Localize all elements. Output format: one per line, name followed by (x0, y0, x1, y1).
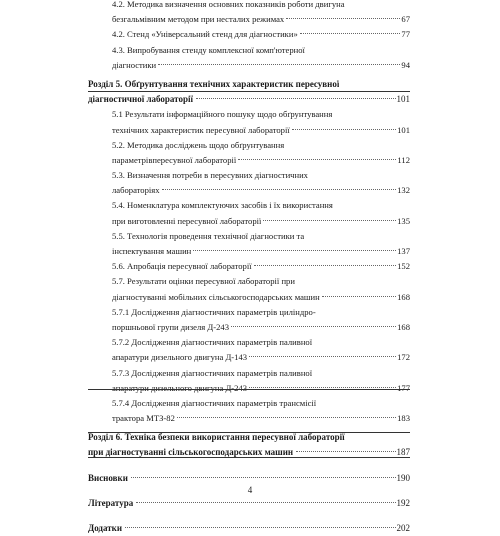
toc-line (88, 107, 410, 122)
toc-line (88, 335, 410, 350)
dot-leader (300, 33, 400, 34)
section-divider (88, 91, 410, 92)
toc-text: трактора МТЗ-82 (112, 413, 175, 424)
toc-page-number: 132 (162, 183, 410, 198)
dot-leader (249, 387, 396, 388)
toc-page-number: 190 (131, 471, 411, 486)
toc-line (88, 244, 410, 259)
toc-section-heading (88, 92, 410, 107)
toc-line (88, 290, 410, 305)
dot-leader (162, 189, 396, 190)
toc-text: діагностичної лабораторії (88, 94, 193, 105)
toc-text: діагностики (112, 59, 157, 70)
toc-text: 5.1 Результати інформаційного пошуку щодо обґрунтування (112, 109, 333, 120)
toc-page-number: 177 (249, 381, 410, 396)
spacer (88, 511, 410, 521)
toc-page-number: 94 (158, 58, 410, 73)
toc-page-number: 172 (249, 350, 410, 365)
toc-text: 5.4. Номенклатура комплектуючих засобів і їх використання (112, 200, 333, 211)
toc-page-number: 101 (292, 123, 410, 138)
toc-text: 4.3. Випробування стенду комплексної комп'ютерної (112, 44, 305, 55)
toc-line (88, 123, 410, 138)
toc-text: інспектування машин (112, 246, 192, 256)
toc-text: лабораторіях (112, 185, 160, 196)
toc-line (88, 43, 410, 58)
toc-text: діагностуванні мобільних сільськогосподарських машин (112, 291, 320, 302)
toc-line (88, 138, 410, 153)
dot-leader (238, 159, 396, 160)
toc-page-number: 168 (231, 320, 410, 335)
toc-text: 5.7.2 Дослідження діагностичних параметрів паливної (112, 337, 313, 348)
toc-section-heading (88, 521, 410, 536)
toc-line (88, 58, 410, 73)
toc-text: 5.6. Апробація пересувної лабораторії (112, 261, 252, 272)
toc-line (88, 0, 410, 12)
dot-leader (193, 250, 396, 251)
dot-leader (322, 296, 396, 297)
toc-text: 5.5. Технологія проведення технічної діагностики та (112, 230, 305, 241)
toc-line (88, 274, 410, 289)
toc-line (88, 183, 410, 198)
toc-line (88, 27, 410, 42)
toc-line (88, 12, 410, 27)
toc-line (88, 366, 410, 381)
toc-text: 5.7.4 Дослідження діагностичних параметрів трансмісії (112, 397, 317, 408)
toc-line (88, 305, 410, 320)
toc-page-number: 168 (322, 290, 410, 305)
toc-text: апаратури дизельного двигуна Д-143 (112, 352, 248, 363)
dot-leader (292, 129, 396, 130)
toc-line (88, 168, 410, 183)
toc-page-number: 137 (193, 244, 410, 259)
toc-line (88, 259, 410, 274)
toc-text: 4.2. Методика визначення основних показників роботи двигуна (112, 0, 345, 9)
toc-page-number: 183 (177, 411, 410, 426)
toc-text: 5.7.1 Дослідження діагностичних параметрів циліндро- (112, 306, 316, 317)
toc-text: Додатки (88, 523, 123, 533)
toc-line (88, 214, 410, 229)
dot-leader (296, 451, 396, 452)
toc-line (88, 396, 410, 411)
toc-text: Розділ 6. Техніка безпеки використання пересувної лабораторії (88, 432, 345, 443)
toc-line (88, 198, 410, 213)
table-of-contents (88, 0, 410, 536)
toc-text: Висновки (88, 472, 128, 483)
section-divider (88, 432, 410, 433)
toc-line (88, 350, 410, 365)
toc-text: Література (88, 497, 134, 508)
toc-text: 5.7.3 Дослідження діагностичних параметрів паливної (112, 367, 313, 378)
dot-leader (249, 356, 396, 357)
dot-leader (131, 477, 396, 478)
page-number: 4 (247, 485, 253, 495)
toc-text: параметрівпересувної лабораторії (112, 154, 237, 165)
toc-line (88, 320, 410, 335)
toc-section-heading (88, 445, 410, 460)
toc-section-heading (88, 471, 410, 486)
dot-leader (196, 98, 396, 99)
toc-text: поршньової групи дизеля Д-243 (112, 321, 229, 332)
toc-text: при діагностуванні сільськогосподарських машин (88, 447, 294, 458)
toc-line (88, 411, 410, 426)
toc-section-heading (88, 77, 410, 92)
dot-leader (158, 64, 400, 65)
section-divider (88, 457, 410, 458)
dot-leader (263, 220, 396, 221)
toc-text: 4.2. Стенд «Універсальний стенд для діагностики» (112, 29, 298, 40)
section-divider (88, 389, 410, 390)
dot-leader (125, 527, 396, 528)
dot-leader (177, 417, 396, 418)
toc-page-number: 202 (125, 521, 411, 536)
toc-line (88, 229, 410, 244)
spacer (88, 461, 410, 471)
toc-page-number: 77 (300, 27, 410, 42)
toc-text: при виготовленні пересувної лабораторії (112, 215, 262, 226)
toc-line (88, 153, 410, 168)
toc-page-number: 112 (238, 153, 410, 168)
dot-leader (254, 265, 396, 266)
toc-page-number: 67 (286, 12, 410, 27)
toc-page-number: 101 (196, 92, 411, 107)
toc-text: технічних характеристик пересувної лабораторії (112, 124, 290, 135)
toc-text: безгальмівним методом при несталих режимах (112, 14, 285, 25)
toc-page-number: 192 (136, 496, 411, 511)
dot-leader (286, 18, 400, 19)
dot-leader (136, 502, 396, 503)
toc-page-number: 187 (296, 445, 411, 460)
toc-page-number: 135 (263, 214, 410, 229)
toc-text: 5.7. Результати оцінки пересувної лабораторії при (112, 276, 295, 287)
toc-text: 5.2. Методика досліджень щодо обґрунтування (112, 139, 285, 150)
toc-text: апаратури дизельного двигуна Д-243 (112, 382, 248, 393)
dot-leader (231, 326, 396, 327)
toc-section-heading (88, 496, 410, 511)
toc-text: 5.3. Визначення потреби в пересувних діагностичних (112, 170, 308, 181)
toc-text: Розділ 5. Обґрунтування технічних характеристик пересувної (88, 78, 340, 89)
toc-page-number: 152 (254, 259, 410, 274)
